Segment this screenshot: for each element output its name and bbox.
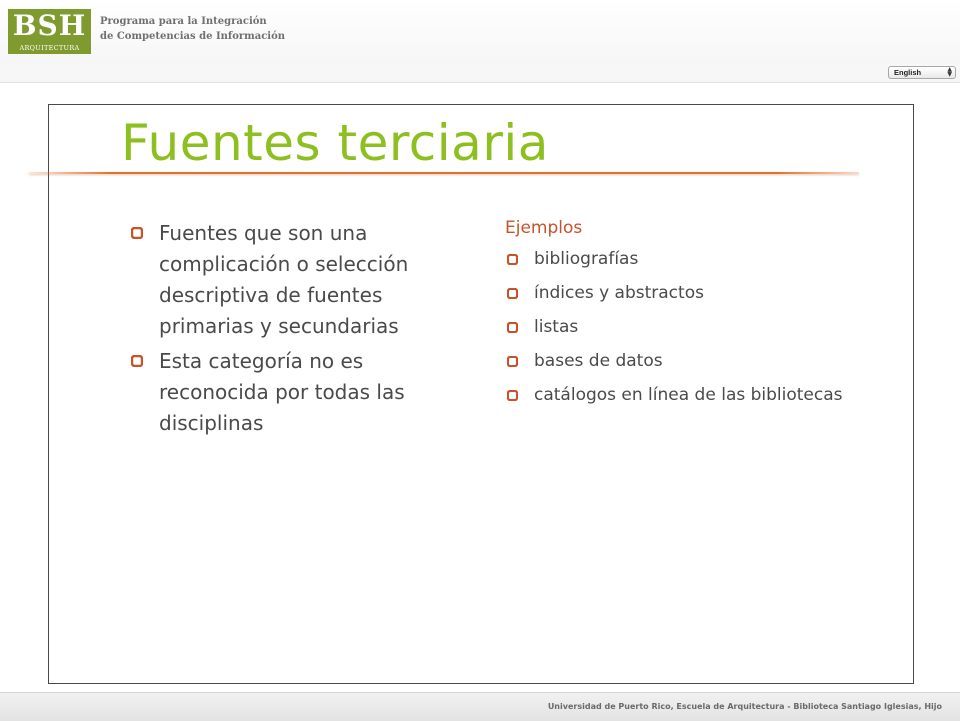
left-column [129,218,459,443]
bullet-item [129,346,459,439]
bullet-text: Fuentes que son una complicación o selección descriptiva de fuentes primarias y secundarias [159,221,409,338]
site-header [0,0,960,65]
footer-credit: Universidad de Puerto Rico, Escuela de Arquitectura - Biblioteca Santiago Iglesias, Hijo [547,702,942,711]
example-text: índices y abstractos [534,283,704,303]
title-divider [29,172,859,174]
example-item [505,281,845,306]
example-text: listas [534,317,579,337]
slide [48,104,914,684]
site-footer [0,692,960,721]
logo-subtitle: ARQUITECTURA [19,44,80,52]
slide-title: Fuentes terciaria [121,114,549,172]
bullet-item [129,218,459,342]
open-square-bullet-icon [507,390,518,401]
example-item [505,383,845,408]
library-logo[interactable] [8,9,91,54]
open-square-bullet-icon [507,254,518,265]
open-square-bullet-icon [507,322,518,333]
open-square-bullet-icon [131,227,143,239]
logo-mark: BSH [12,9,87,42]
language-select[interactable] [888,66,956,79]
open-square-bullet-icon [507,356,518,367]
example-text: bases de datos [534,351,663,371]
example-item [505,247,845,272]
program-line-2: de Competencias de Información [100,31,286,42]
examples-heading: Ejemplos [505,218,583,238]
program-line-1: Programa para la Integración [100,16,267,27]
program-name [100,14,285,44]
open-square-bullet-icon [131,355,143,367]
bullet-text: Esta categoría no es reconocida por todas las disciplinas [159,349,405,435]
example-text: catálogos en línea de las bibliotecas [534,385,843,405]
example-text: bibliografías [534,249,639,269]
language-select-value: English [894,68,922,77]
right-column [505,215,845,417]
example-item [505,315,845,340]
open-square-bullet-icon [507,288,518,299]
select-arrows-icon: ▲ ▼ [947,66,952,78]
toolbar [0,64,960,83]
example-item [505,349,845,374]
